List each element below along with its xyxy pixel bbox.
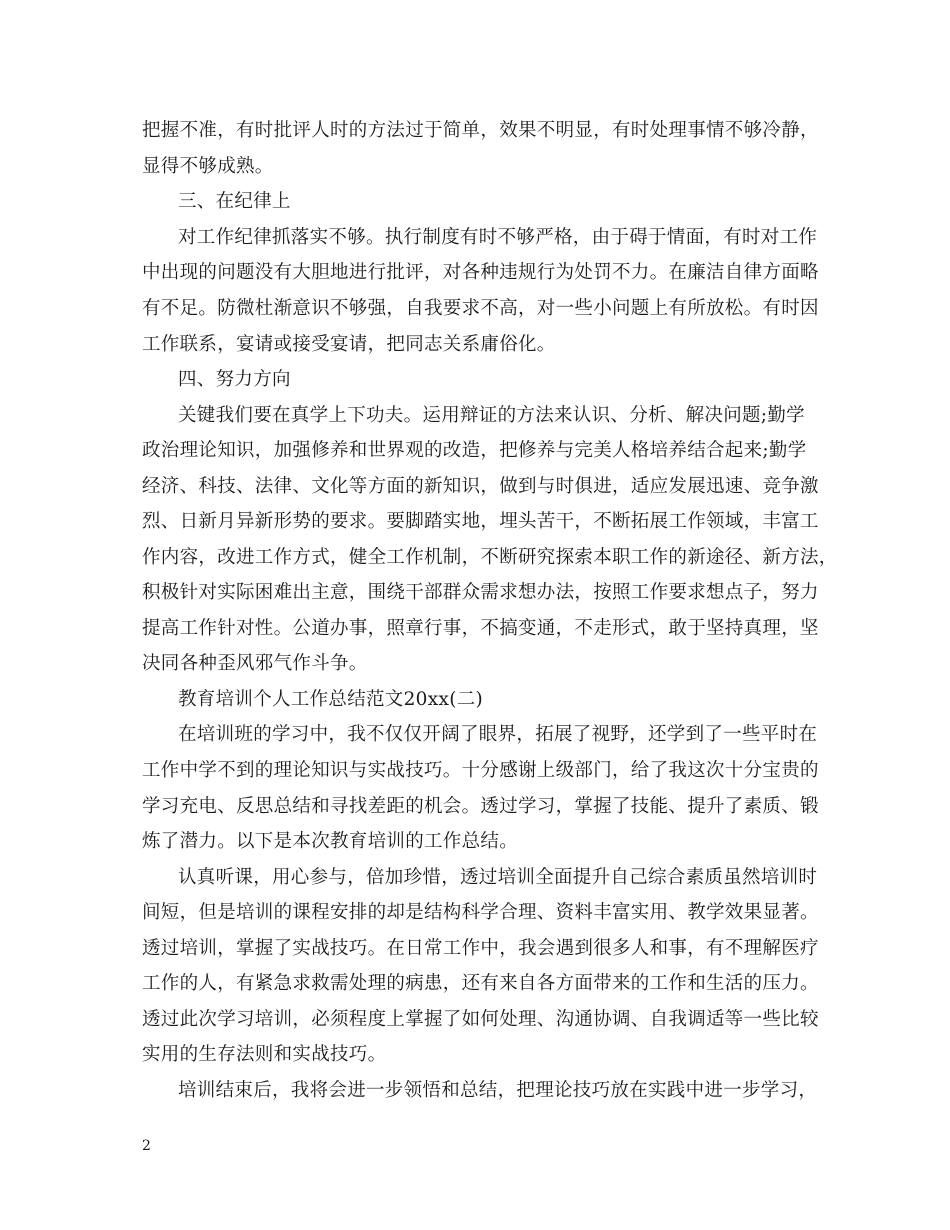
text-line: 工作联系，宴请或接受宴请，把同志关系庸俗化。	[142, 334, 556, 355]
text-line: 显得不够成熟。	[142, 156, 274, 177]
text-line: 决同各种歪风邪气作斗争。	[142, 653, 368, 674]
page-number: 2	[142, 1138, 151, 1154]
text-line: 培训结束后，我将会进一步领悟和总结，把理论技巧放在实践中进一步学习，	[178, 1080, 818, 1101]
text-line: 积极针对实际困难出主意，围绕干部群众需求想办法，按照工作要求想点子，努力	[142, 582, 819, 603]
text-line: 工作中学不到的理论知识与实战技巧。十分感谢上级部门，给了我这次十分宝贵的	[142, 760, 819, 781]
section-heading: 教育培训个人工作总结范文20xx(二)	[178, 689, 484, 710]
text-line: 学习充电、反思总结和寻找差距的机会。透过学习，掌握了技能、提升了素质、锻	[142, 796, 819, 817]
text-line: 对工作纪律抓落实不够。执行制度有时不够严格，由于碍于情面，有时对工作	[178, 227, 818, 248]
text-line: 提高工作针对性。公道办事，照章行事，不搞变通，不走形式，敢于坚持真理，坚	[142, 618, 819, 639]
text-line: 间短，但是培训的课程安排的却是结构科学合理、资料丰富实用、教学效果显著。	[142, 902, 819, 923]
text-line: 烈、日新月异新形势的要求。要脚踏实地，埋头苦干，不断拓展工作领域，丰富工	[142, 511, 819, 532]
text-line: 实用的生存法则和实战技巧。	[142, 1044, 387, 1065]
text-line: 作内容，改进工作方式，健全工作机制，不断研究探索本职工作的新途径、新方法，	[142, 547, 838, 568]
text-line: 透过培训，掌握了实战技巧。在日常工作中，我会遇到很多人和事，有不理解医疗	[142, 938, 819, 959]
text-line: 透过此次学习培训，必须程度上掌握了如何处理、沟通协调、自我调适等一些比较	[142, 1009, 819, 1030]
text-line: 工作的人，有紧急求救需处理的病患，还有来自各方面带来的工作和生活的压力。	[142, 973, 819, 994]
section-heading: 三、在纪律上	[178, 191, 291, 212]
text-line: 把握不准，有时批评人时的方法过于简单，效果不明显，有时处理事情不够冷静，	[142, 120, 819, 141]
section-heading: 四、努力方向	[178, 369, 291, 390]
text-line: 政治理论知识，加强修养和世界观的改造，把修养与完美人格培养结合起来;勤学	[142, 440, 807, 461]
text-line: 在培训班的学习中，我不仅仅开阔了眼界，拓展了视野，还学到了一些平时在	[178, 724, 818, 745]
text-line: 有不足。防微杜渐意识不够强，自我要求不高，对一些小问题上有所放松。有时因	[142, 298, 819, 319]
text-line: 关键我们要在真学上下功夫。运用辩证的方法来认识、分析、解决问题;勤学	[178, 405, 805, 426]
text-line: 炼了潜力。以下是本次教育培训的工作总结。	[142, 831, 519, 852]
text-line: 认真听课，用心参与，倍加珍惜，透过培训全面提升自己综合素质虽然培训时	[178, 867, 818, 888]
text-line: 中出现的问题没有大胆地进行批评，对各种违规行为处罚不力。在廉洁自律方面略	[142, 262, 819, 283]
text-line: 经济、科技、法律、文化等方面的新知识，做到与时俱进，适应发展迅速、竞争激	[142, 476, 819, 497]
